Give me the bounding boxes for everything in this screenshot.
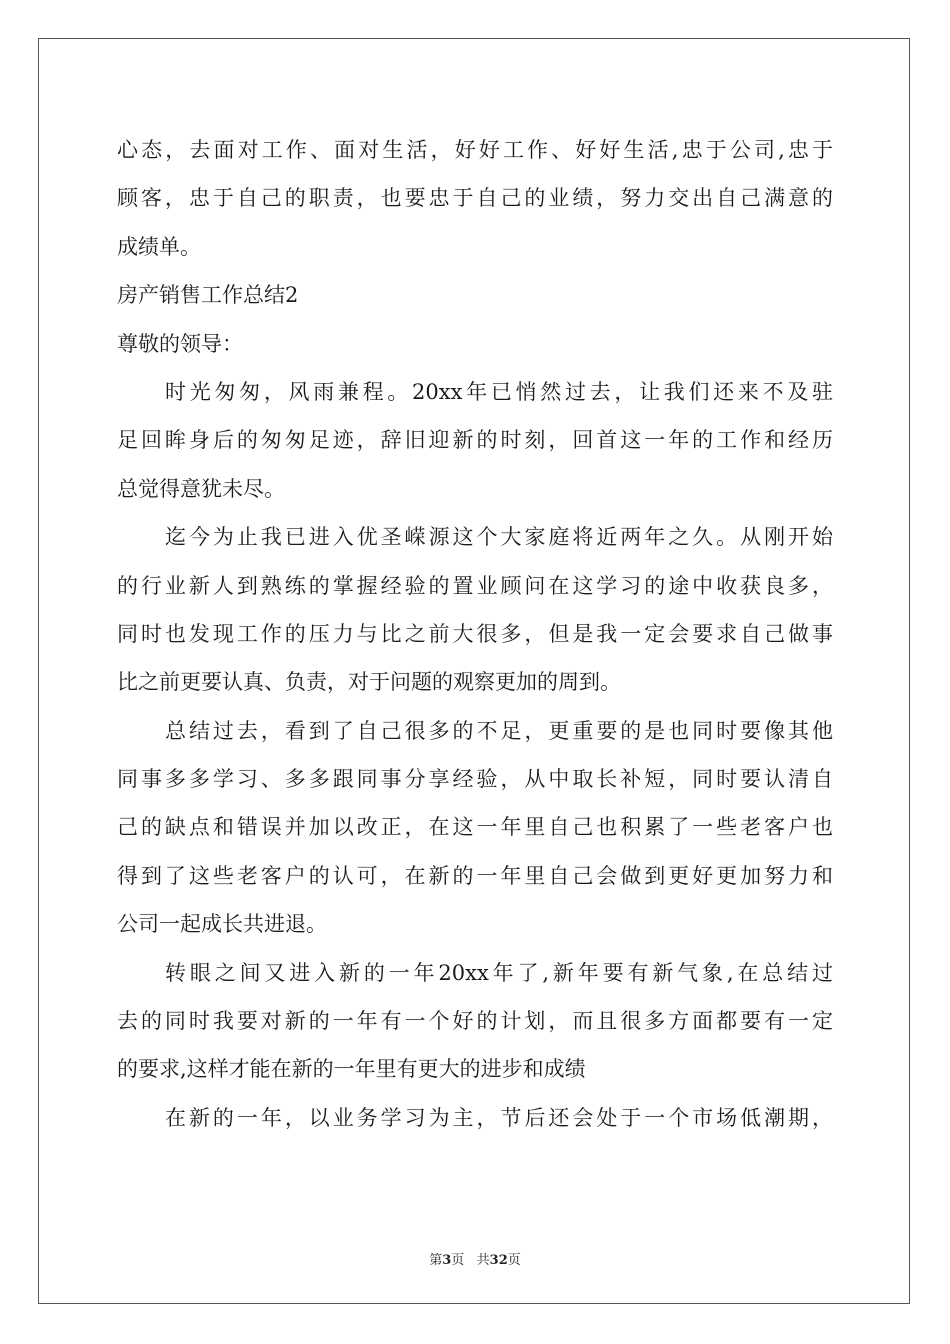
salutation: 尊敬的领导： (117, 331, 243, 356)
body-line: 同时也发现工作的压力与比之前大很多，但是我一定会要求自己做事 (117, 621, 833, 646)
footer-prefix: 第 (429, 1253, 443, 1268)
body-line: 总结过去，看到了自己很多的不足，更重要的是也同时要像其他 (165, 718, 833, 743)
total-page-number: 32 (489, 1253, 508, 1268)
body-line: 心态，去面对工作、面对生活，好好工作、好好生活,忠于公司,忠于 (117, 138, 833, 162)
current-page-number: 3 (442, 1253, 452, 1268)
body-line: 时光匆匆，风雨兼程。20xx年已悄然过去，让我们还来不及驻 (165, 379, 833, 404)
footer-suffix: 页 (507, 1253, 521, 1268)
body-line: 的要求,这样才能在新的一年里有更大的进步和成绩 (117, 1057, 586, 1082)
body-line: 顾客，忠于自己的职责，也要忠于自己的业绩，努力交出自己满意的 (117, 186, 833, 211)
body-line: 得到了这些老客户的认可，在新的一年里自己会做到更好更加努力和 (117, 863, 833, 888)
body-line: 迄今为止我已进入优圣嵘源这个大家庭将近两年之久。从刚开始 (165, 525, 833, 550)
body-line: 在新的一年，以业务学习为主，节后还会处于一个市场低潮期， (165, 1105, 833, 1130)
body-line: 的行业新人到熟练的掌握经验的置业顾问在这学习的途中收获良多， (117, 573, 833, 598)
body-line: 比之前更要认真、负责，对于问题的观察更加的周到。 (117, 670, 621, 695)
body-line: 成绩单。 (117, 234, 201, 259)
body-line: 同事多多学习、多多跟同事分享经验，从中取长补短，同时要认清自 (117, 767, 833, 792)
document-body (117, 126, 833, 1142)
section-heading: 房产销售工作总结2 (117, 283, 299, 308)
page-number-footer (0, 1249, 950, 1268)
body-line: 去的同时我要对新的一年有一个好的计划，而且很多方面都要有一定 (117, 1009, 833, 1034)
body-line: 足回眸身后的匆匆足迹，辞旧迎新的时刻，回首这一年的工作和经历 (117, 428, 833, 453)
body-line: 己的缺点和错误并加以改正，在这一年里自己也积累了一些老客户也 (117, 815, 833, 840)
footer-mid: 页 共 (451, 1253, 490, 1268)
body-line: 转眼之间又进入新的一年20xx年了,新年要有新气象,在总结过 (165, 960, 833, 985)
body-line: 公司一起成长共进退。 (117, 912, 327, 937)
body-line: 总觉得意犹未尽。 (117, 476, 285, 501)
